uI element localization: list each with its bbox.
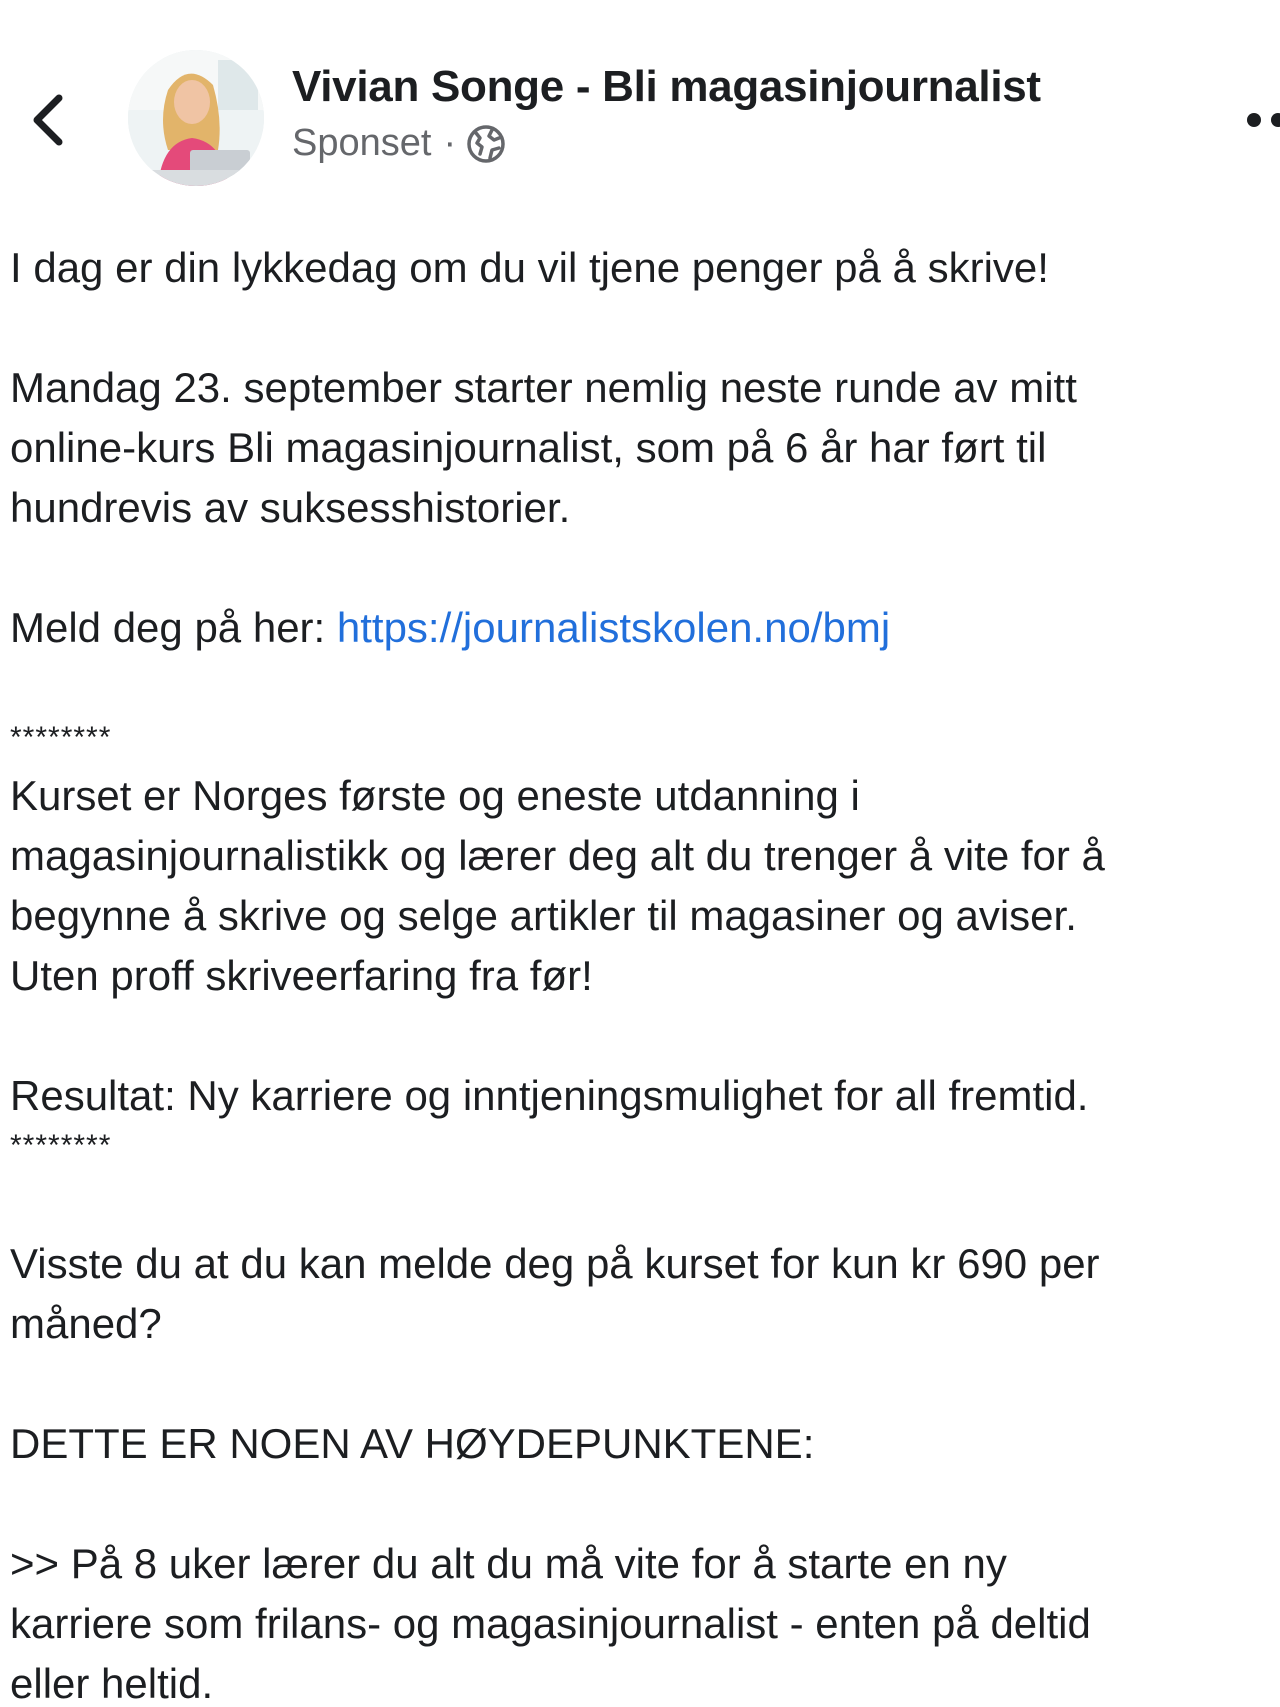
sponsored-label[interactable]: Sponset: [292, 122, 432, 164]
highlight-line: karriere som frilans- og magasinjournalist - enten på deltid: [10, 1600, 1091, 1647]
para1-line: Mandag 23. september starter nemlig neste runde av mitt: [10, 364, 1077, 411]
chevron-left-icon: [27, 90, 67, 150]
spacer: [10, 1006, 1280, 1066]
para2-line: begynne å skrive og selge artikler til magasiner og aviser.: [10, 892, 1077, 939]
post-meta: [292, 122, 506, 165]
back-button[interactable]: [22, 80, 72, 160]
spacer: [10, 538, 1280, 598]
para2-line: Kurset er Norges første og eneste utdanning i: [10, 772, 860, 819]
result-line: Resultat: Ny karriere og inntjeningsmulighet for all fremtid.: [10, 1072, 1089, 1119]
more-dots-icon: [1240, 100, 1280, 140]
spacer: [10, 1354, 1280, 1414]
signup-link[interactable]: https://journalistskolen.no/bmj: [336, 604, 891, 651]
more-options-button[interactable]: [1240, 100, 1280, 140]
highlight-line: >> På 8 uker lærer du alt du må vite for å starte en ny: [10, 1540, 1007, 1587]
price-line: måned?: [10, 1300, 162, 1347]
highlight-line: eller heltid.: [10, 1660, 214, 1707]
spacer: [10, 1474, 1280, 1534]
spacer: [10, 658, 1280, 718]
para2-line: Uten proff skriveerfaring fra før!: [10, 952, 593, 999]
highlights-heading: DETTE ER NOEN AV HØYDEPUNKTENE:: [10, 1420, 815, 1467]
post-text: [10, 238, 1280, 1707]
signup-line: [10, 598, 1280, 658]
meta-separator: ·: [443, 122, 457, 164]
spacer: [10, 1174, 1280, 1234]
page-name[interactable]: Vivian Songe - Bli magasinjournalist: [292, 62, 1041, 111]
para2-line: magasinjournalistikk og lærer deg alt du trenger å vite for å: [10, 832, 1105, 879]
spacer: [10, 298, 1280, 358]
divider-stars: ********: [10, 1129, 112, 1162]
signup-prefix: Meld deg på her:: [10, 604, 337, 651]
post-intro: I dag er din lykkedag om du vil tjene penger på å skrive!: [10, 244, 1049, 291]
avatar[interactable]: [128, 50, 264, 186]
globe-icon[interactable]: [466, 124, 506, 164]
para1-line: online-kurs Bli magasinjournalist, som på 6 år har ført til: [10, 424, 1047, 471]
para1-line: hundrevis av suksesshistorier.: [10, 484, 571, 531]
divider-stars: ********: [10, 721, 112, 754]
price-line: Visste du at du kan melde deg på kurset for kun kr 690 per: [10, 1240, 1100, 1287]
post-header: [0, 0, 1280, 210]
